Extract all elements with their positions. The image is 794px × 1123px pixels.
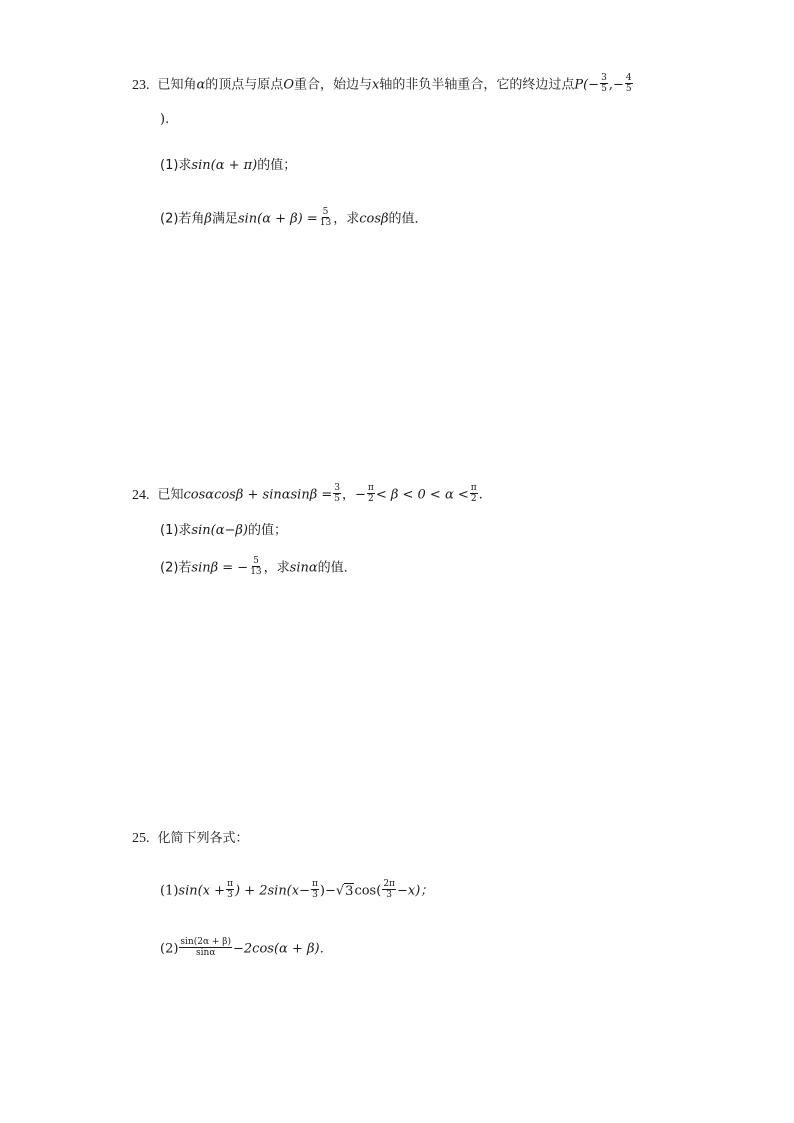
problem-25-stem: [132, 829, 249, 848]
math: )−: [319, 883, 336, 899]
denominator: 3: [386, 890, 392, 900]
fraction: [311, 879, 319, 900]
denominator: 13: [250, 567, 262, 577]
fraction: [600, 73, 608, 94]
denominator: 13: [319, 218, 332, 228]
square-root: √3: [335, 883, 354, 899]
problem-24-stem: [132, 484, 483, 505]
math: sinα: [289, 560, 318, 576]
numerator: 5: [322, 207, 329, 217]
numerator: 2π: [383, 879, 395, 889]
numerator: π: [227, 879, 233, 889]
denominator: 2: [470, 494, 477, 504]
fraction: [319, 207, 332, 228]
numerator: π: [367, 483, 374, 493]
text: (1)求: [160, 523, 192, 538]
fraction: [470, 483, 478, 504]
math: sin(x +: [178, 883, 226, 899]
problem-25-part1: [160, 880, 433, 901]
text: (1): [160, 883, 179, 899]
math: x: [372, 77, 380, 93]
problem-23-close: [160, 110, 169, 129]
denominator: 3: [227, 890, 233, 900]
numerator: sin(2α + β): [180, 937, 232, 947]
math: ) + 2sin(x−: [234, 883, 310, 899]
math: ).: [160, 112, 170, 127]
text: (2): [160, 941, 179, 957]
text: 的值；: [247, 523, 287, 538]
fraction: [625, 73, 633, 94]
numerator: 5: [253, 556, 259, 566]
fraction: [179, 937, 232, 958]
text: 满足: [211, 211, 238, 227]
math: −2cos(α + β)．: [233, 941, 333, 957]
text: 的值．: [388, 211, 428, 227]
math: sin(α + π): [191, 158, 258, 173]
problem-23-stem: [132, 74, 634, 95]
denominator: 3: [312, 890, 318, 900]
denominator: 2: [367, 494, 374, 504]
fraction: [333, 483, 341, 504]
numerator: 3: [334, 483, 340, 493]
math: α: [196, 77, 206, 93]
problem-23-part2: [160, 208, 428, 229]
math: −x)；: [396, 883, 434, 899]
problem-24-part1: [160, 521, 287, 540]
text: 已知角: [157, 77, 197, 93]
fraction: [249, 556, 262, 577]
fraction: [382, 879, 396, 900]
text: 化简下列各式：: [157, 831, 249, 846]
text: (2)若角: [160, 211, 205, 227]
math: cosαcosβ + sinαsinβ =: [183, 487, 333, 503]
numerator: 4: [625, 73, 632, 83]
text: (1)求: [160, 158, 192, 173]
text: 的值；: [257, 158, 297, 173]
math: .: [478, 487, 483, 503]
problem-number: 25.: [132, 831, 150, 846]
text: (2)若: [160, 560, 192, 576]
denominator: 5: [625, 84, 632, 94]
math: O: [283, 77, 294, 93]
math: cosβ: [359, 211, 389, 227]
math: sin(α + β) =: [237, 211, 318, 227]
fraction: [367, 483, 375, 504]
math: P(−: [574, 77, 600, 93]
text: 重合，始边与: [293, 77, 372, 93]
problem-23-part1: [160, 156, 296, 175]
denominator: sinα: [196, 948, 216, 958]
problem-25-part2: [160, 938, 333, 959]
text: 已知: [157, 487, 184, 503]
radicand: 3: [345, 883, 354, 899]
numerator: π: [311, 879, 318, 889]
math: β: [204, 211, 212, 227]
text: 的值．: [317, 560, 357, 576]
problem-number: 23.: [132, 77, 150, 93]
math: sin(α−β): [191, 523, 248, 538]
text: ，求: [263, 560, 290, 576]
text: ，求: [333, 211, 360, 227]
numerator: π: [470, 483, 477, 493]
math: sinβ = −: [191, 560, 249, 576]
problem-number: 24.: [132, 487, 150, 503]
problem-24-part2: [160, 557, 357, 578]
math: < β < 0 < α <: [375, 487, 469, 503]
denominator: 5: [601, 84, 607, 94]
math: cos(: [354, 883, 382, 899]
fraction: [226, 879, 234, 900]
text: 的顶点与原点: [205, 77, 284, 93]
denominator: 5: [334, 494, 340, 504]
text: 轴的非负半轴重合，它的终边过点: [379, 77, 575, 93]
math: ,−: [608, 77, 624, 93]
math: ，−: [341, 487, 366, 503]
numerator: 3: [601, 73, 607, 83]
